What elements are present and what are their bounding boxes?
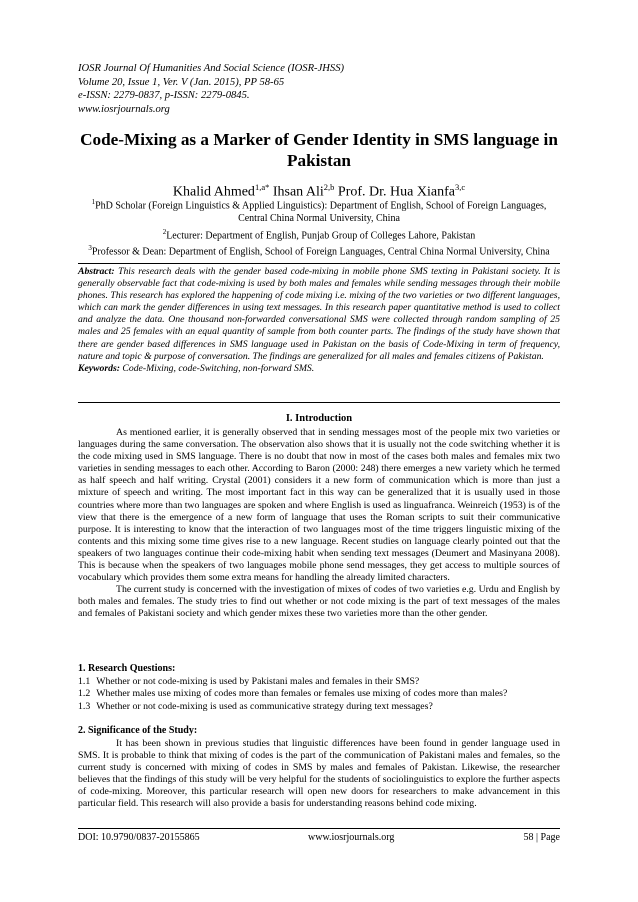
abstract [78,266,560,375]
research-questions-heading: 1. Research Questions: [78,663,176,674]
author-name: Ihsan Ali [269,184,324,200]
author-marker: 2,b [323,182,335,192]
author-marker: 1,a* [254,182,270,192]
journal-website: www.iosrjournals.org [78,103,170,115]
research-questions-list [78,676,560,713]
journal-issn: e-ISSN: 2279-0837, p-ISSN: 2279-0845. [78,90,250,102]
paragraph: As mentioned earlier, it is generally observed that in sending messages most of the people mix two varieties or languages during the same conversation. The observation also shows that it is usually not the code switching whether it is the code mixing used in SMS language. There is no doubt that now in most of the cases both males and females mix two varieties in sending messages to each other. According to Baron (2000: 248) there emerges a new variety which he termed as half speech and half writing. Crystal (2001) considers it a new form of communication which is more than just a mixture of speech and writing. The most important fact in this way can be generalized that it is usually used in those countries where more than two languages are spoken and where English is used as linguafranca. Weinreich (1953) is of the view that there is the emergence of a new form of language that uses the Roman scripts to suit their communicative purpose. It is interesting to know that the interaction of two languages most of the time triggers linguistic mixing of the contents and this mixing some time gives rise to a new language. Recent studies on language clearly pointed out that the speakers of two languages continue their code-mixing habit when sending text messages (Deumert and Masinyana 2008). This is because when the speakers of two languages mobile phone send messages, they get access to multiple sources of vocabulary which provides them some extra means for handling the already limited characters. [78,427,560,584]
keywords-label: Keywords: [78,362,120,374]
author-name: Prof. Dr. Hua Xianfa [334,184,455,200]
paragraph: It has been shown in previous studies that linguistic differences have been found in gender language used in SMS. It is probable to think that mixing of codes is the part of the communication of Pakistani males and females, so the current study is concerned with mixing of codes in SMS by males and females of Pakistan. Likewise, the researcher believes that the findings of this study will be very helpful for the students of sociolinguistics to explore the further aspects of code-mixing. Moreover, this particular research will open new doors for researchers to make advancement in this particular field. This research will also provide a basis for understanding reasons behind code mixing. [78,738,560,810]
abstract-label: Abstract: [78,266,115,277]
paragraph: The current study is concerned with the investigation of mixes of codes of two varieties e.g. Urdu and English by both males and females. The study tries to find out whether or not code mixing is the part of text messages of the males and females of Pakistani society and which gender mixes these two varieties more than the other gender. [78,584,560,620]
list-item: 1.1 Whether or not code-mixing is used by Pakistani males and females in their SMS? [78,676,420,687]
affiliations [78,196,560,259]
footer-website: www.iosrjournals.org [308,832,395,843]
list-item: 1.3 Whether or not code-mixing is used as communicative strategy during text messages? [78,700,433,712]
abstract-top-rule [78,263,560,264]
introduction-body [78,427,560,621]
footer-rule [78,828,560,829]
section-heading-introduction: I. Introduction [285,413,353,424]
footer-page-number: 58 | Page [523,832,560,843]
journal-name: IOSR Journal Of Humanities And Social Science (IOSR-JHSS) [78,63,345,74]
author-name: Khalid Ahmed [172,184,255,200]
author-marker: 3,c [454,182,466,192]
affiliation: $^3$Professor & Dean: Department of English, School of Foreign Languages, Central China Normal University, China [88,244,550,258]
affiliation: $^2$Lecturer: Department of English, Punjab Group of Colleges Lahore, Pakistan [162,227,476,241]
journal-header [78,62,344,116]
footer-doi: DOI: 10.9790/0837-20155865 [78,832,200,843]
abstract-bottom-rule [78,402,560,403]
significance-heading: 2. Significance of the Study: [78,725,198,736]
keywords [78,363,560,375]
affiliation: $^1$PhD Scholar (Foreign Linguistics & Applied Linguistics): Department of English, School of Foreign Languages, Central China Normal University, China [91,198,547,224]
journal-volume: Volume 20, Issue 1, Ver. V (Jan. 2015), PP 58-65 [78,76,285,88]
significance-body [78,738,560,811]
paper-title: Code-Mixing as a Marker of Gender Identity in SMS language in Pakistan [80,130,558,170]
abstract-text: This research deals with the gender based code-mixing in mobile phone SMS texting in Pakistani society. It is generally observable fact that code-mixing is used by both males and females while sending messages through their mobile phones. This research has explored the happening of code mixing i.e. mixing of the two varieties or two different languages, which can mark the gender differences in using text messages. In this research paper quantitative method is used to collect and analyze the data. One thousand non-forwarded conversational SMS were collected through random sampling of 25 males and 25 females with an equal quantity of sample from both counter parts. The findings of the study have shown that there are gender based differences in SMS language used in Pakistan on the basis of Code-Mixing in term of frequency, nature and topic & purpose of conversation. The findings are generalized for all males and females citizens of Pakistan. [78,266,560,362]
keywords-text: Code-Mixing, code-Switching, non-forward SMS. [119,362,315,374]
list-item: 1.2 Whether males use mixing of codes more than females or females use mixing of codes more than males? [78,688,508,700]
